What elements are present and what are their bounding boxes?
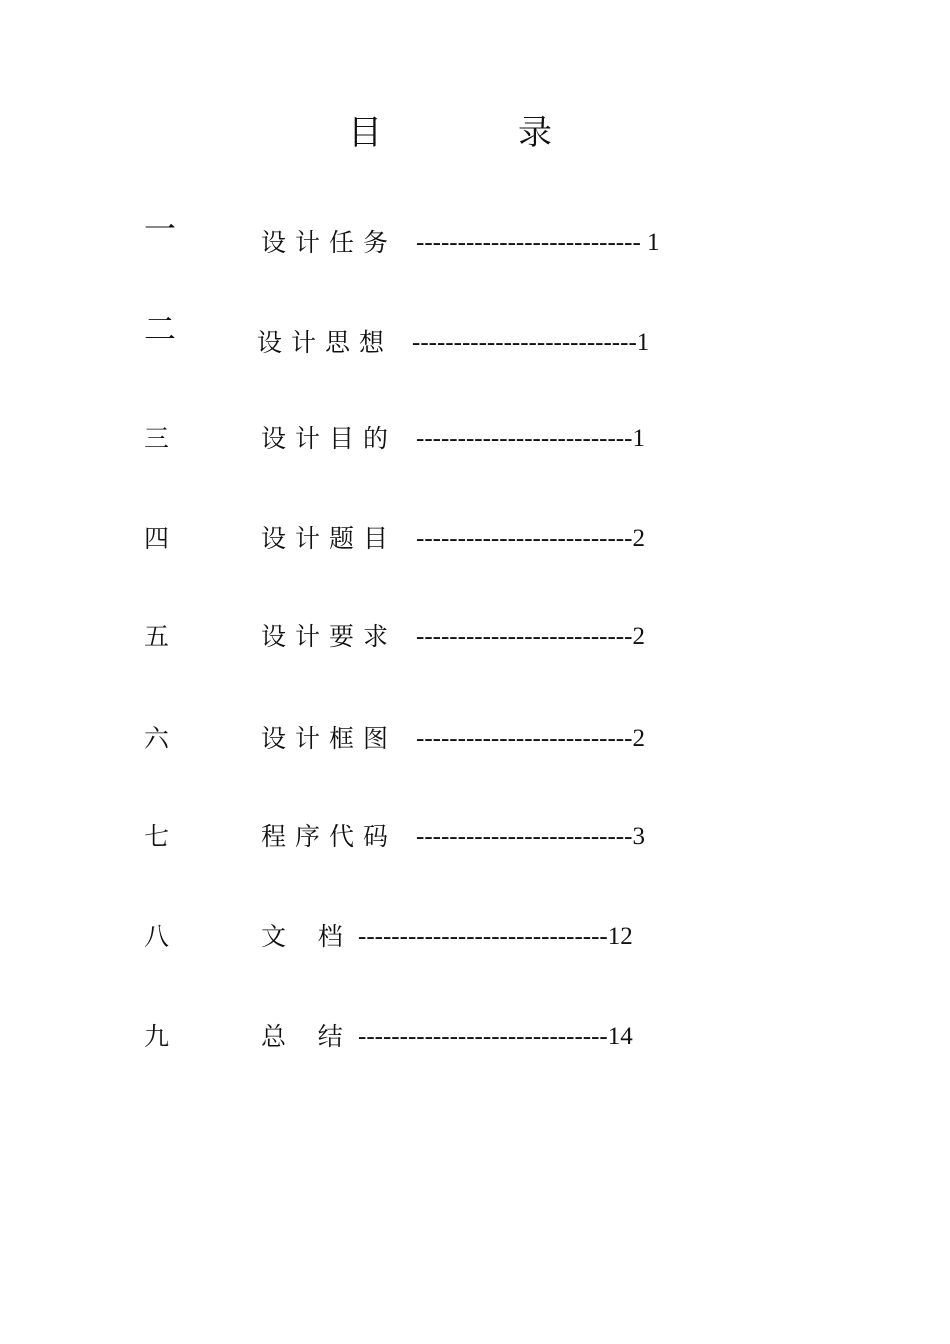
toc-entry-number: 六 xyxy=(144,724,170,753)
toc-entry-leader-page: ---------------------------1 xyxy=(412,329,650,356)
toc-entry-number: 二 xyxy=(144,310,177,348)
toc-entry xyxy=(0,920,950,954)
toc-entry-leader-page: --------------------------3 xyxy=(416,823,645,850)
toc-entry-number: 八 xyxy=(144,922,170,951)
toc-entry xyxy=(0,210,950,260)
toc-entry-label: 设计题目 xyxy=(261,524,398,553)
toc-entry-leader-page: --------------------------1 xyxy=(416,425,645,452)
toc-entry-label: 设计任务 xyxy=(261,228,398,257)
toc-entry-number: 四 xyxy=(144,524,170,553)
toc-entry xyxy=(0,422,950,456)
toc-entry-label: 文 档 xyxy=(261,922,343,951)
toc-entry xyxy=(0,820,950,854)
title-char-2: 录 xyxy=(518,113,552,153)
toc-entry-label: 设计框图 xyxy=(261,724,398,753)
toc-entry xyxy=(0,620,950,654)
toc-entry-leader-page: ------------------------------12 xyxy=(358,923,633,950)
toc-entry xyxy=(0,522,950,556)
toc-entry-leader-page: --------------------------2 xyxy=(416,623,645,650)
toc-entry-number: 九 xyxy=(144,1022,170,1051)
toc-entry-label: 设计要求 xyxy=(261,622,398,651)
toc-entry-leader-page: ------------------------------14 xyxy=(358,1023,633,1050)
toc-entry-number: 一 xyxy=(144,210,177,248)
title-char-1: 目 xyxy=(348,113,382,153)
toc-entry-leader-page: --------------------------2 xyxy=(416,725,645,752)
toc-entry-number: 七 xyxy=(144,822,170,851)
toc-entry-label: 总 结 xyxy=(261,1022,343,1051)
toc-entry xyxy=(0,1020,950,1054)
toc-entry-leader-page: --------------------------- 1 xyxy=(416,229,660,256)
toc-entry xyxy=(0,310,950,360)
toc-entry-leader-page: --------------------------2 xyxy=(416,525,645,552)
toc-entry-number: 三 xyxy=(144,424,170,453)
toc-entry-label: 程序代码 xyxy=(261,822,398,851)
toc-entry xyxy=(0,722,950,756)
toc-entry-label: 设计目的 xyxy=(261,424,398,453)
toc-entry-number: 五 xyxy=(144,622,170,651)
toc-entry-label: 设计思想 xyxy=(257,328,394,357)
